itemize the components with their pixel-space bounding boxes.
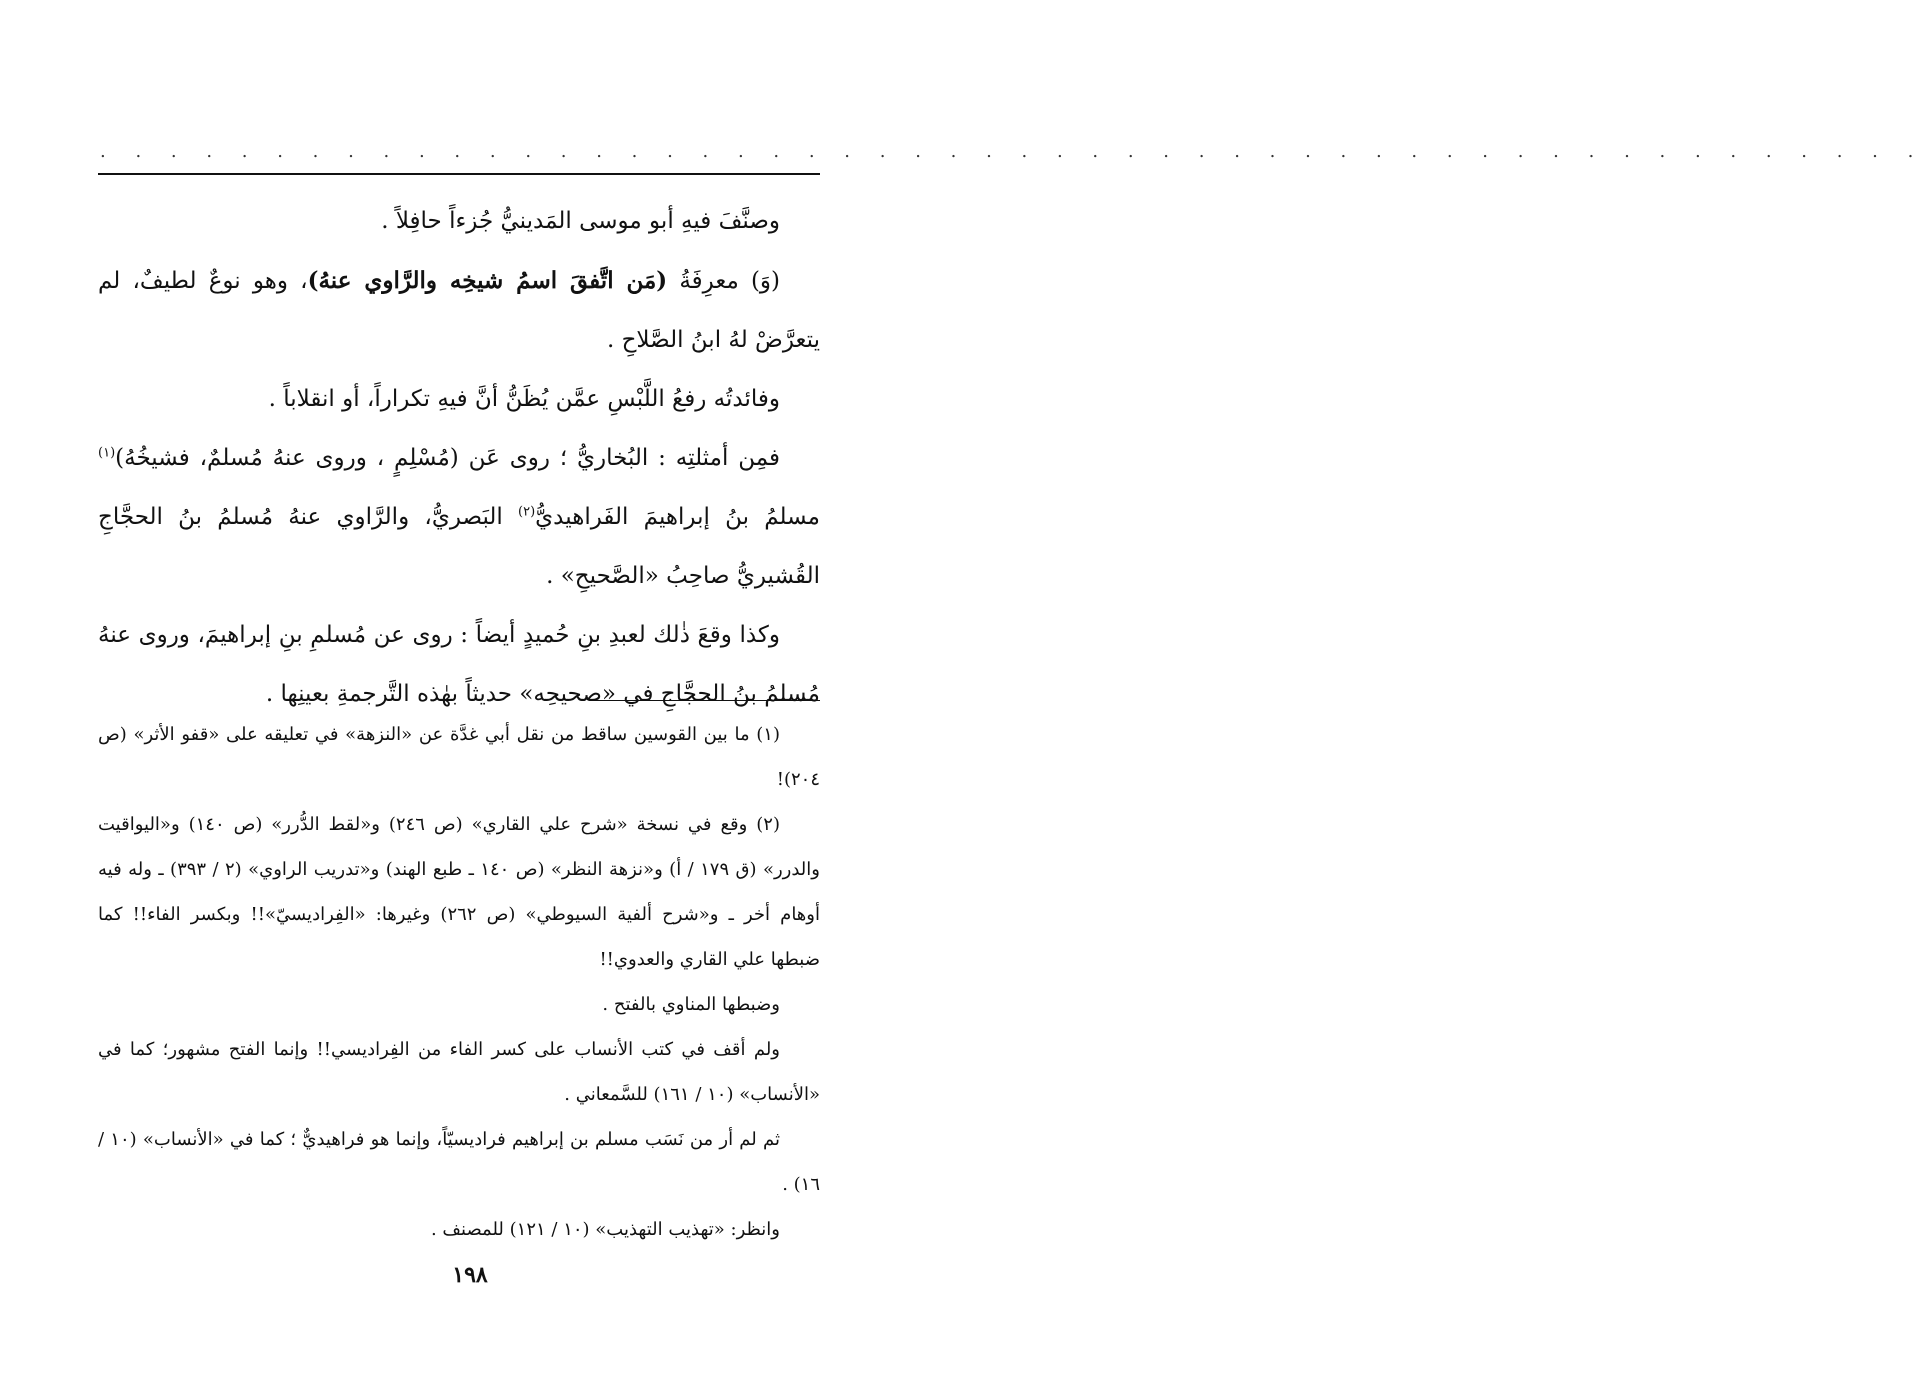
- footnotes-separator: [590, 700, 820, 701]
- paragraph-4-part-c: البَصريُّ، والرَّاوي عنهُ مُسلمُ بنُ الحجَّاجِ القُشيريُّ صاحِبُ «الصَّحيحِ» .: [98, 504, 820, 589]
- paragraph-2: [98, 251, 820, 370]
- paragraph-2-rest: ، وهو نوعٌ لطيفٌ، لم يتعرَّضْ لهُ ابنُ الصَّلاحِ .: [98, 268, 820, 353]
- footnote-2: (٢) وقع في نسخة «شرح علي القاري» (ص ٢٤٦) و«لقط الدُّرر» (ص ١٤٠) و«اليواقيت والدرر» (ق ١٧٩ / أ) و«نزهة النظر» (ص ١٤٠ ـ طبع الهند) و«تدريب الراوي» (٢ / ٣٩٣) ـ وله فيه أوهام أخر ـ و«شرح ألفية السيوطي» (ص ٢٦٢) وغيرها: «الفِراديسيّ»!! وبكسر الفاء!! كما ضبطها علي القاري والعدوي!!: [98, 814, 820, 970]
- paragraph-5: وكذا وقعَ ذٰلك لعبدِ بنِ حُميدٍ أيضاً : روى عن مُسلمِ بنِ إبراهيمَ، وروى عنهُ مُسلمُ بنُ الحجَّاجِ في «صحيحِه» حديثاً بهٰذه التَّرجمةِ بعينِها .: [98, 622, 820, 707]
- paragraph-4-part-b: مسلمُ بنُ إبراهيمَ الفَراهيديُّ: [535, 504, 821, 530]
- footnote-2-continuation-4: وانظر: «تهذيب التهذيب» (١٠ / ١٢١) للمصنف .: [430, 1219, 780, 1240]
- paragraph-4: [98, 429, 820, 606]
- header-rule: [98, 173, 820, 175]
- footnotes: [98, 712, 820, 1252]
- paragraph-2-opening: (وَ) معرِفَةُ: [667, 268, 780, 294]
- footnote-2-continuation-3: ثم لم أر من نَسَب مسلم بن إبراهيم فراديسيّاً، وإنما هو فراهيديٌّ ؛ كما في «الأنساب» (١٠ / ١٦) .: [98, 1129, 820, 1195]
- paragraph-4-part-a: فمِن أمثلتِه : البُخاريُّ ؛ روى عَن (مُسْلِمٍ ، وروى عنهُ مُسلمٌ، فشيخُهُ): [115, 445, 780, 471]
- page-number: ١٩٨: [452, 1262, 488, 1288]
- footnote-2-continuation-1: وضبطها المناوي بالفتح .: [602, 994, 780, 1015]
- footnote-ref-2: (٢): [518, 504, 536, 520]
- header-dotted-line: . . . . . . . . . . . . . . . . . . . . . . . . . . . . . . . . . . . . . . . . . . . . . . . . . . . .: [100, 141, 1925, 162]
- paragraph-2-heading-bold: (مَن اتَّفقَ اسمُ شيخِه والرَّاوي عنهُ): [307, 267, 668, 294]
- main-text: [98, 192, 820, 724]
- paragraph-1: وصنَّفَ فيهِ أبو موسى المَدينيُّ جُزءاً حافِلاً .: [381, 208, 780, 234]
- footnote-2-continuation-2: ولم أقف في كتب الأنساب على كسر الفاء من الفِراديسي!! وإنما الفتح مشهور؛ كما في «الأنساب» (١٠ / ١٦١) للسَّمعاني .: [98, 1039, 820, 1105]
- footnote-1: (١) ما بين القوسين ساقط من نقل أبي غدَّة عن «النزهة» في تعليقه على «قفو الأثر» (ص ٢٠٤)!: [98, 724, 820, 790]
- paragraph-3: وفائدتُه رفعُ اللَّبْسِ عمَّن يُظَنُّ أنَّ فيهِ تكراراً، أو انقلاباً .: [268, 386, 780, 412]
- footnote-ref-1: (١): [98, 445, 116, 461]
